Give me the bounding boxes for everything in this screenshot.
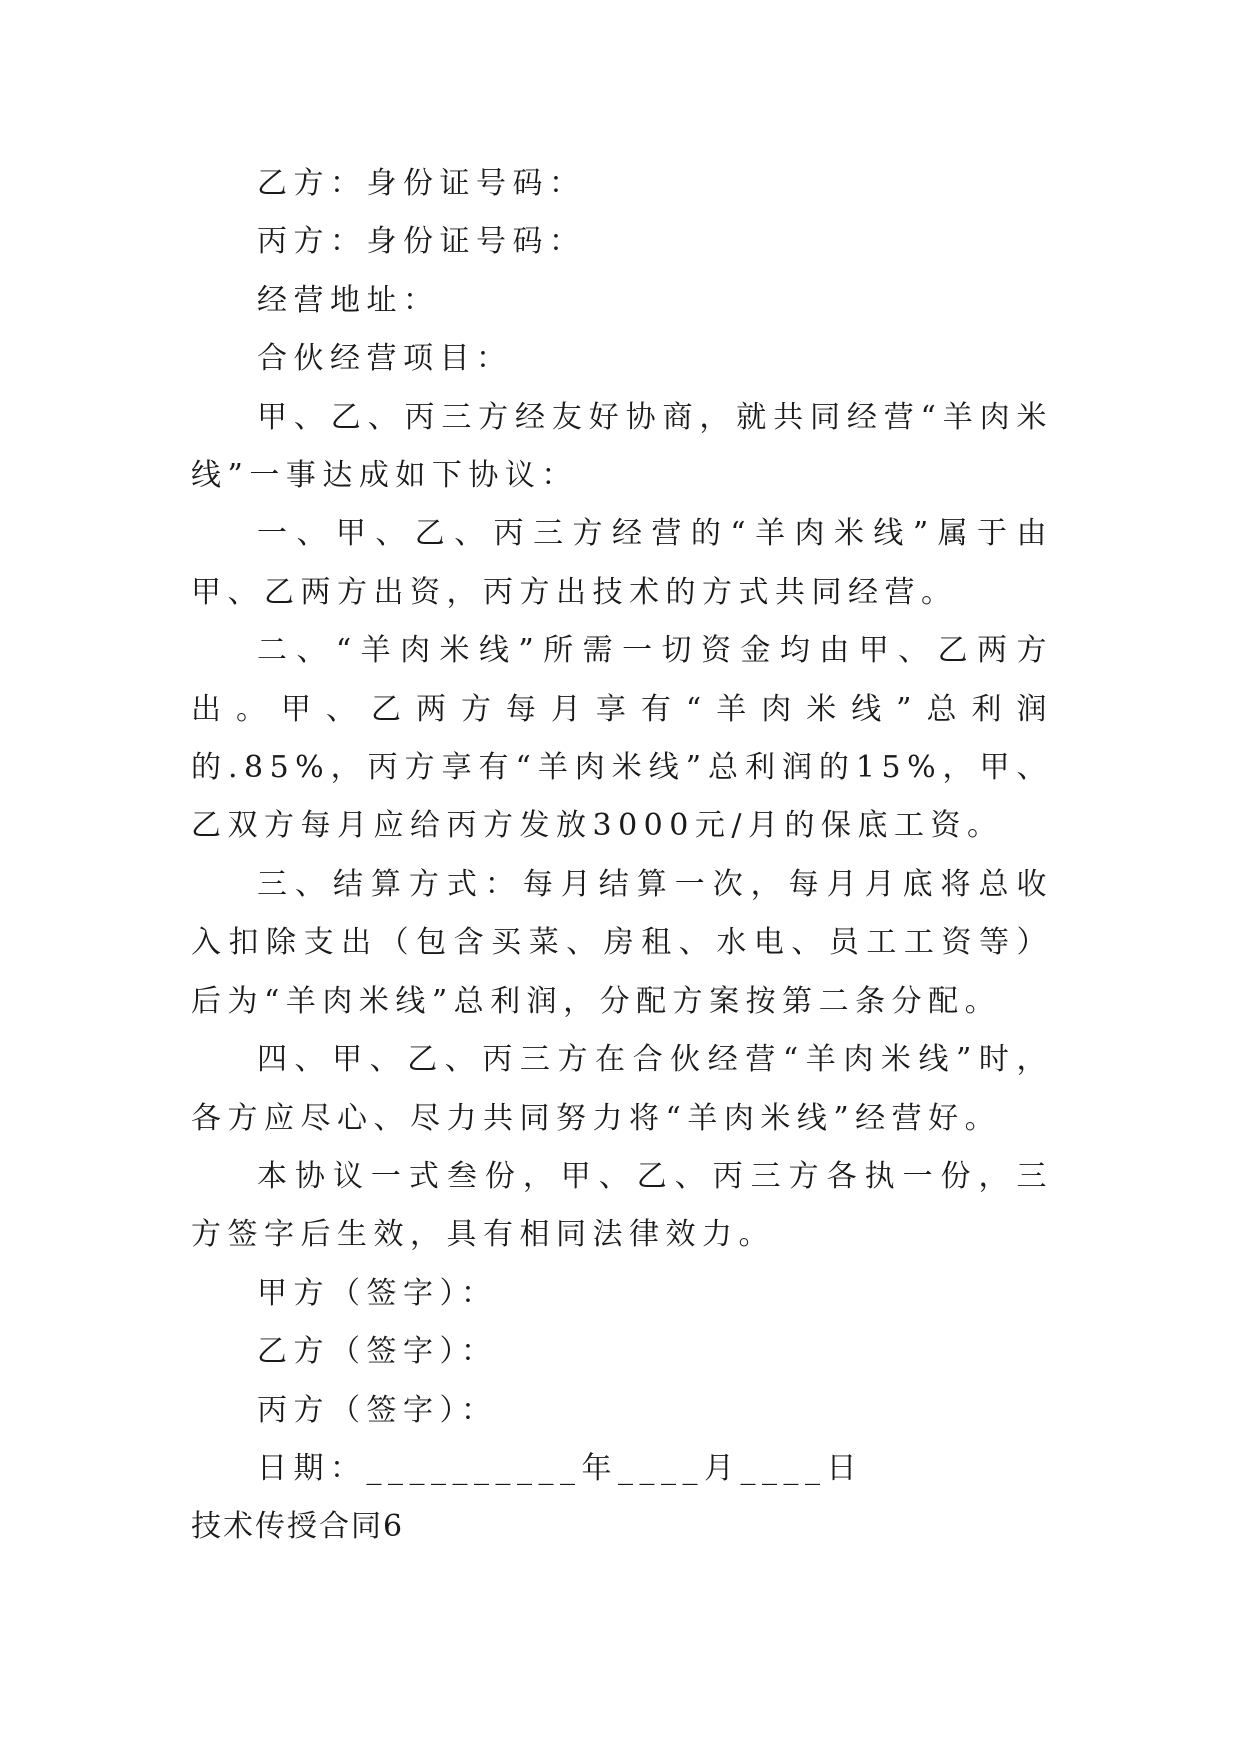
partnership-project-line: 合伙经营项目： bbox=[257, 341, 513, 377]
next-section-heading: 技术传授合同6 bbox=[191, 1509, 405, 1545]
business-address-line: 经营地址： bbox=[257, 282, 440, 318]
party-c-id-line: 丙方：身份证号码： bbox=[257, 224, 586, 260]
clause-one-paragraph: 一、甲、乙、丙三方经营的“羊肉米线”属于由甲、乙两方出资，丙方出技术的方式共同经营。 bbox=[191, 516, 1053, 610]
party-b-id-line: 乙方：身份证号码： bbox=[257, 166, 586, 201]
clause-three-paragraph: 三、结算方式：每月结算一次，每月月底将总收入扣除支出（包含买菜、房租、水电、员工工资等）后为“羊肉米线”总利润，分配方案按第二条分配。 bbox=[191, 866, 1053, 1019]
document-body bbox=[191, 155, 1053, 1557]
agreement-intro-paragraph: 甲、乙、丙三方经友好协商，就共同经营“羊肉米线”一事达成如下协议： bbox=[191, 399, 1053, 494]
party-c-signature-line: 丙方（签字）： bbox=[257, 1392, 498, 1428]
copies-clause-paragraph: 本协议一式叁份，甲、乙、丙三方各执一份，三方签字后生效，具有相同法律效力。 bbox=[191, 1158, 1053, 1253]
party-a-signature-line: 甲方（签字）： bbox=[257, 1275, 498, 1311]
date-line: 日期：__________年____月____日 bbox=[257, 1450, 863, 1486]
party-b-signature-line: 乙方（签字）： bbox=[257, 1334, 498, 1370]
clause-two-paragraph: 二、“羊肉米线”所需一切资金均由甲、乙两方出。甲、乙两方每月享有“羊肉米线”总利润的.85%，丙方享有“羊肉米线”总利润的15%，甲、乙双方每月应给丙方发放3000元/月的保底工资。 bbox=[191, 633, 1053, 844]
clause-four-paragraph: 四、甲、乙、丙三方在合伙经营“羊肉米线”时，各方应尽心、尽力共同努力将“羊肉米线”经营好。 bbox=[191, 1042, 1053, 1136]
